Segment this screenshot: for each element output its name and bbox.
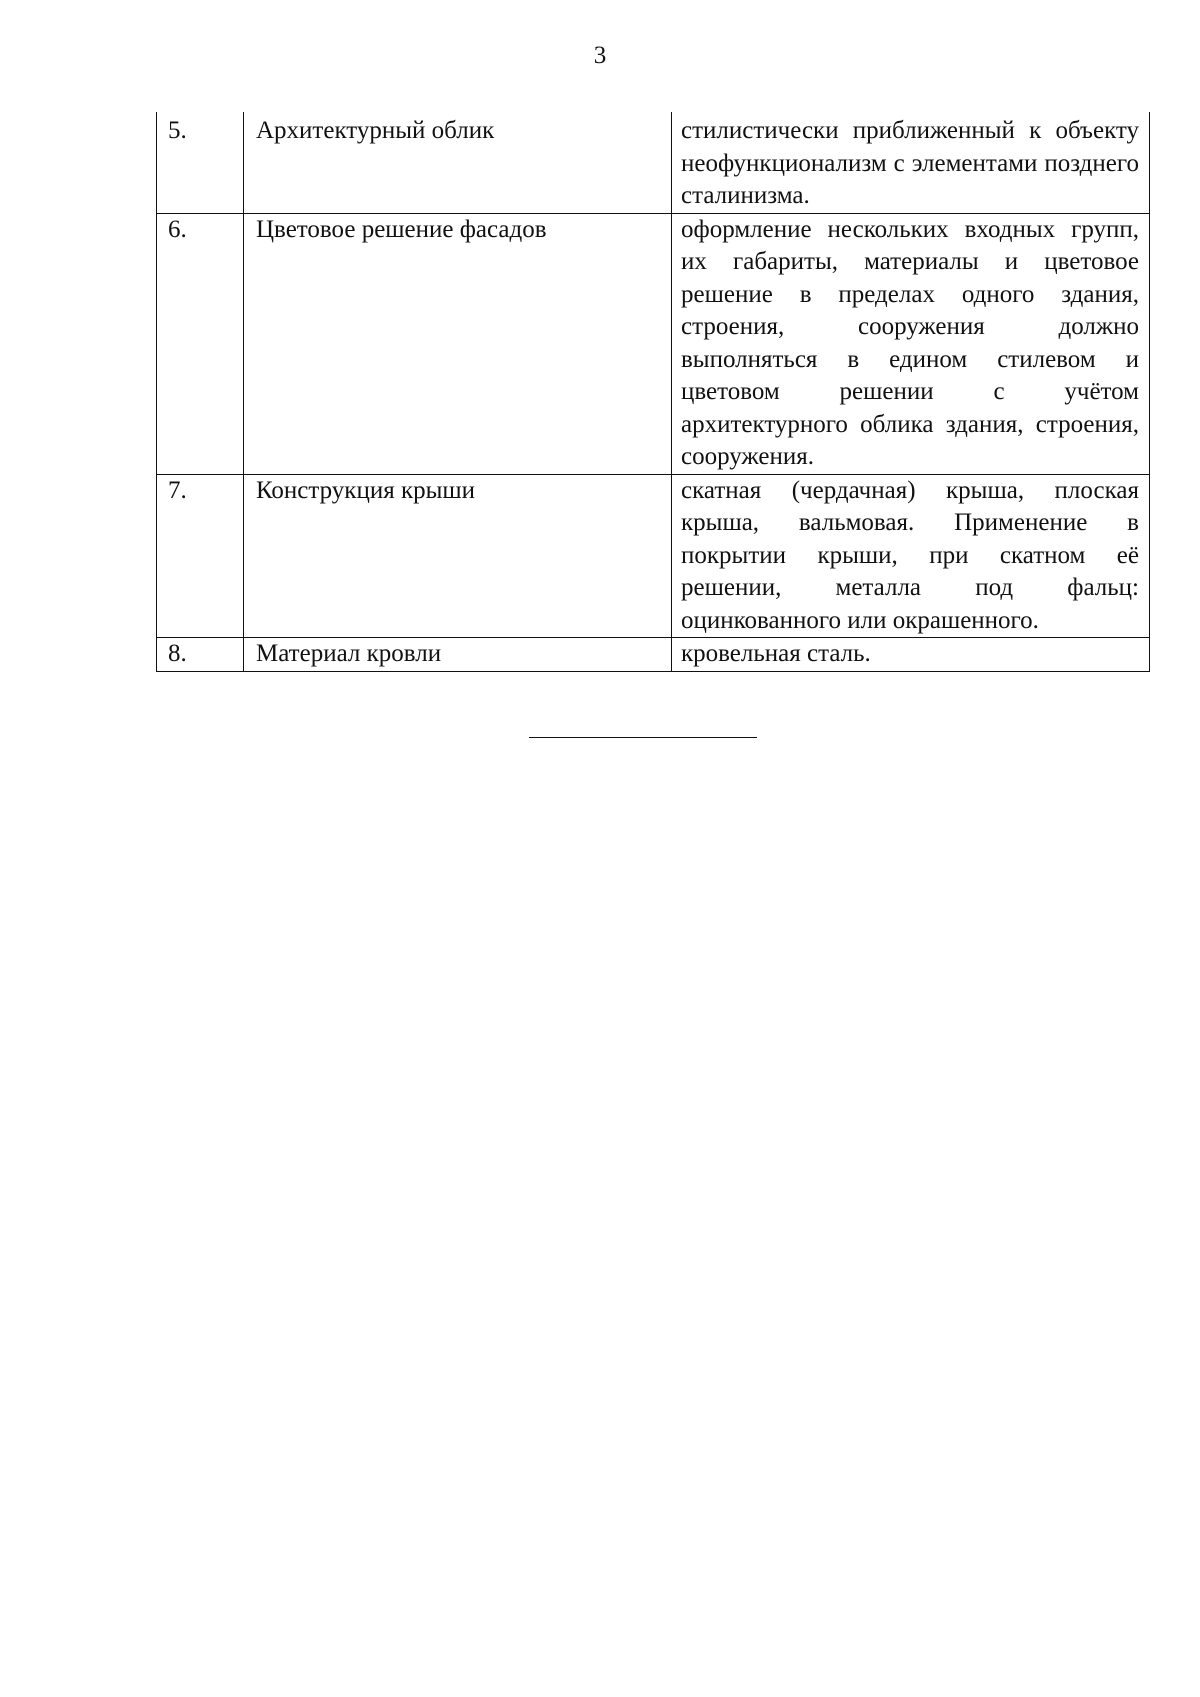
row-number: 5. — [157, 112, 244, 213]
row-number: 7. — [157, 474, 244, 638]
row-number: 6. — [157, 213, 244, 474]
row-description: скатная (чердачная) крыша, плоская крыша, вальмовая. Применение в покрытии крыши, при скатном её решении, металла под фальц: оцинкованного или окрашенного. — [672, 474, 1150, 638]
page-number: 3 — [593, 42, 607, 69]
row-description: кровельная сталь. — [672, 638, 1150, 672]
table-row — [157, 213, 1150, 474]
row-parameter: Материал кровли — [244, 638, 672, 672]
table-row — [157, 112, 1150, 213]
row-parameter: Конструкция крыши — [244, 474, 672, 638]
requirements-table — [156, 112, 1150, 672]
end-separator-line — [529, 737, 757, 738]
table-row — [157, 474, 1150, 638]
row-parameter: Цветовое решение фасадов — [244, 213, 672, 474]
row-parameter: Архитектурный облик — [244, 112, 672, 213]
table-row — [157, 638, 1150, 672]
row-description: стилистически приближенный к объекту неофункционализм с элементами позднего сталинизма. — [672, 112, 1150, 213]
row-number: 8. — [157, 638, 244, 672]
row-description: оформление нескольких входных групп, их габариты, материалы и цветовое решение в пределах одного здания, строения, сооружения должно выполняться в едином стилевом и цветовом решении с учётом архитектурного облика здания, строения, сооружения. — [672, 213, 1150, 474]
